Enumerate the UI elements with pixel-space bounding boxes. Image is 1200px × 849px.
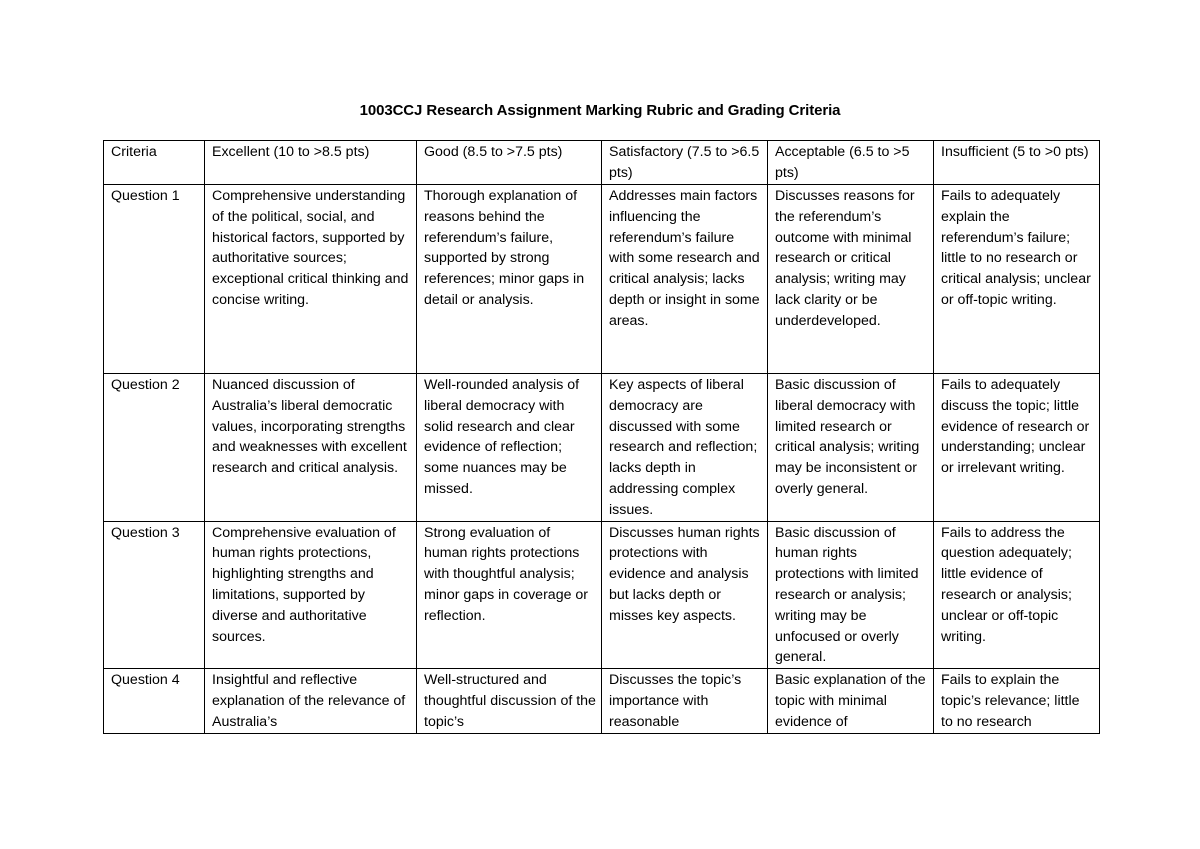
table-row [104, 521, 1100, 669]
satisfactory-cell: Discusses human rights protections with evidence and analysis but lacks depth or misses key aspects. [602, 521, 768, 669]
row-label-cell: Question 3 [104, 521, 205, 669]
good-cell: Thorough explanation of reasons behind the referendum’s failure, supported by strong references; minor gaps in detail or analysis. [417, 185, 602, 374]
insufficient-cell: Fails to address the question adequately; little evidence of research or analysis; unclear or off-topic writing. [934, 521, 1100, 669]
satisfactory-cell: Key aspects of liberal democracy are discussed with some research and reflection; lacks depth in addressing complex issues. [602, 374, 768, 522]
excellent-cell: Comprehensive understanding of the political, social, and historical factors, supported by authoritative sources; exceptional critical thinking and concise writing. [205, 185, 417, 374]
good-cell: Well-rounded analysis of liberal democracy with solid research and clear evidence of reflection; some nuances may be missed. [417, 374, 602, 522]
row-label-cell: Question 4 [104, 669, 205, 733]
table-row [104, 185, 1100, 374]
excellent-cell: Nuanced discussion of Australia’s liberal democratic values, incorporating strengths and weaknesses with excellent research and critical analysis. [205, 374, 417, 522]
acceptable-cell: Basic explanation of the topic with minimal evidence of [768, 669, 934, 733]
header-cell-insufficient: Insufficient (5 to >0 pts) [934, 141, 1100, 185]
rubric-table [103, 140, 1100, 734]
satisfactory-cell: Addresses main factors influencing the referendum’s failure with some research and critical analysis; lacks depth or insight in some areas. [602, 185, 768, 374]
row-label-cell: Question 1 [104, 185, 205, 374]
header-cell-excellent: Excellent (10 to >8.5 pts) [205, 141, 417, 185]
header-cell-acceptable: Acceptable (6.5 to >5 pts) [768, 141, 934, 185]
document-title: 1003CCJ Research Assignment Marking Rubric and Grading Criteria [359, 102, 841, 119]
excellent-cell: Comprehensive evaluation of human rights protections, highlighting strengths and limitations, supported by diverse and authoritative sources. [205, 521, 417, 669]
excellent-cell: Insightful and reflective explanation of the relevance of Australia’s [205, 669, 417, 733]
good-cell: Well-structured and thoughtful discussion of the topic’s [417, 669, 602, 733]
good-cell: Strong evaluation of human rights protections with thoughtful analysis; minor gaps in coverage or reflection. [417, 521, 602, 669]
header-cell-good: Good (8.5 to >7.5 pts) [417, 141, 602, 185]
row-label-cell: Question 2 [104, 374, 205, 522]
insufficient-cell: Fails to adequately explain the referendum’s failure; little to no research or critical analysis; unclear or off-topic writing. [934, 185, 1100, 374]
insufficient-cell: Fails to explain the topic’s relevance; little to no research [934, 669, 1100, 733]
table-header-row [104, 141, 1100, 185]
table-row [104, 669, 1100, 733]
header-cell-satisfactory: Satisfactory (7.5 to >6.5 pts) [602, 141, 768, 185]
table-row [104, 374, 1100, 522]
acceptable-cell: Basic discussion of human rights protections with limited research or analysis; writing may be unfocused or overly general. [768, 521, 934, 669]
acceptable-cell: Basic discussion of liberal democracy with limited research or critical analysis; writing may be inconsistent or overly general. [768, 374, 934, 522]
acceptable-cell: Discusses reasons for the referendum’s outcome with minimal research or critical analysis; writing may lack clarity or be underdeveloped. [768, 185, 934, 374]
satisfactory-cell: Discusses the topic’s importance with reasonable [602, 669, 768, 733]
insufficient-cell: Fails to adequately discuss the topic; little evidence of research or understanding; unclear or irrelevant writing. [934, 374, 1100, 522]
header-cell-criteria: Criteria [104, 141, 205, 185]
